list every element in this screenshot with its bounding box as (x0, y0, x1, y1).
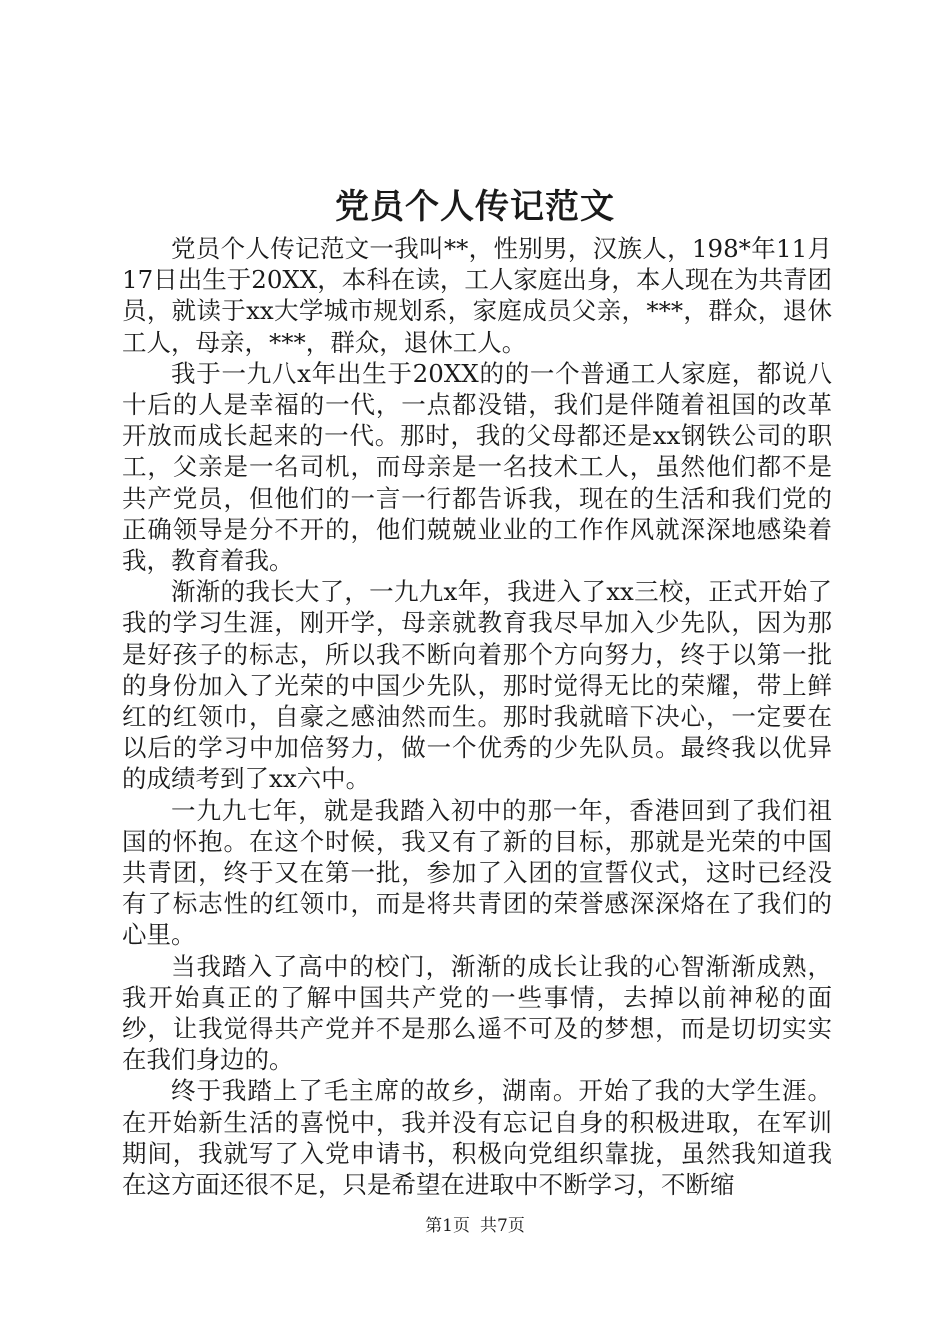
paragraph: 党员个人传记范文一我叫**，性别男，汉族人，198*年11月17日出生于20XX，本科在读，工人家庭出身，本人现在为共青团员，就读于xx大学城市规划系，家庭成员父亲，***，群众，退休工人，母亲，***，群众，退休工人。 (122, 234, 832, 357)
document-title: 党员个人传记范文 (335, 187, 615, 227)
paragraph: 终于我踏上了毛主席的故乡，湖南。开始了我的大学生涯。在开始新生活的喜悦中，我并没有忘记自身的积极进取，在军训期间，我就写了入党申请书，积极向党组织靠拢，虽然我知道我在这方面还很不足，只是希望在进取中不断学习，不断缩 (122, 1076, 832, 1200)
page-total: 共7页 (480, 1216, 525, 1236)
page-number: 第1页 (425, 1216, 470, 1236)
paragraph: 渐渐的我长大了，一九九x年，我进入了xx三校，正式开始了我的学习生涯，刚开学，母亲就教育我尽早加入少先队，因为那是好孩子的标志，所以我不断向着那个方向努力，终于以第一批的身份加入了光荣的中国少先队，那时觉得无比的荣耀，带上鲜红的红领巾，自豪之感油然而生。那时我就暗下决心，一定要在以后的学习中加倍努力，做一个优秀的少先队员。最终我以优异的成绩考到了xx六中。 (122, 577, 832, 794)
paragraph: 一九九七年，就是我踏入初中的那一年，香港回到了我们祖国的怀抱。在这个时候，我又有了新的目标，那就是光荣的中国共青团，终于又在第一批，参加了入团的宣誓仪式，这时已经没有了标志性的红领巾，而是将共青团的荣誉感深深烙在了我们的心里。 (122, 795, 832, 950)
paragraph: 我于一九八x年出生于20XX的的一个普通工人家庭，都说八十后的人是幸福的一代，一点都没错，我们是伴随着祖国的改革开放而成长起来的一代。那时，我的父母都还是xx钢铁公司的职工，父亲是一名司机，而母亲是一名技术工人，虽然他们都不是共产党员，但他们的一言一行都告诉我，现在的生活和我们党的正确领导是分不开的，他们兢兢业业的工作作风就深深地感染着我，教育着我。 (122, 358, 832, 576)
page-footer (0, 1214, 950, 1238)
paragraph: 当我踏入了高中的校门，渐渐的成长让我的心智渐渐成熟，我开始真正的了解中国共产党的一些事情，去掉以前神秘的面纱，让我觉得共产党并不是那么遥不可及的梦想，而是切切实实在我们身边的。 (122, 951, 832, 1075)
document-body (122, 233, 832, 1200)
